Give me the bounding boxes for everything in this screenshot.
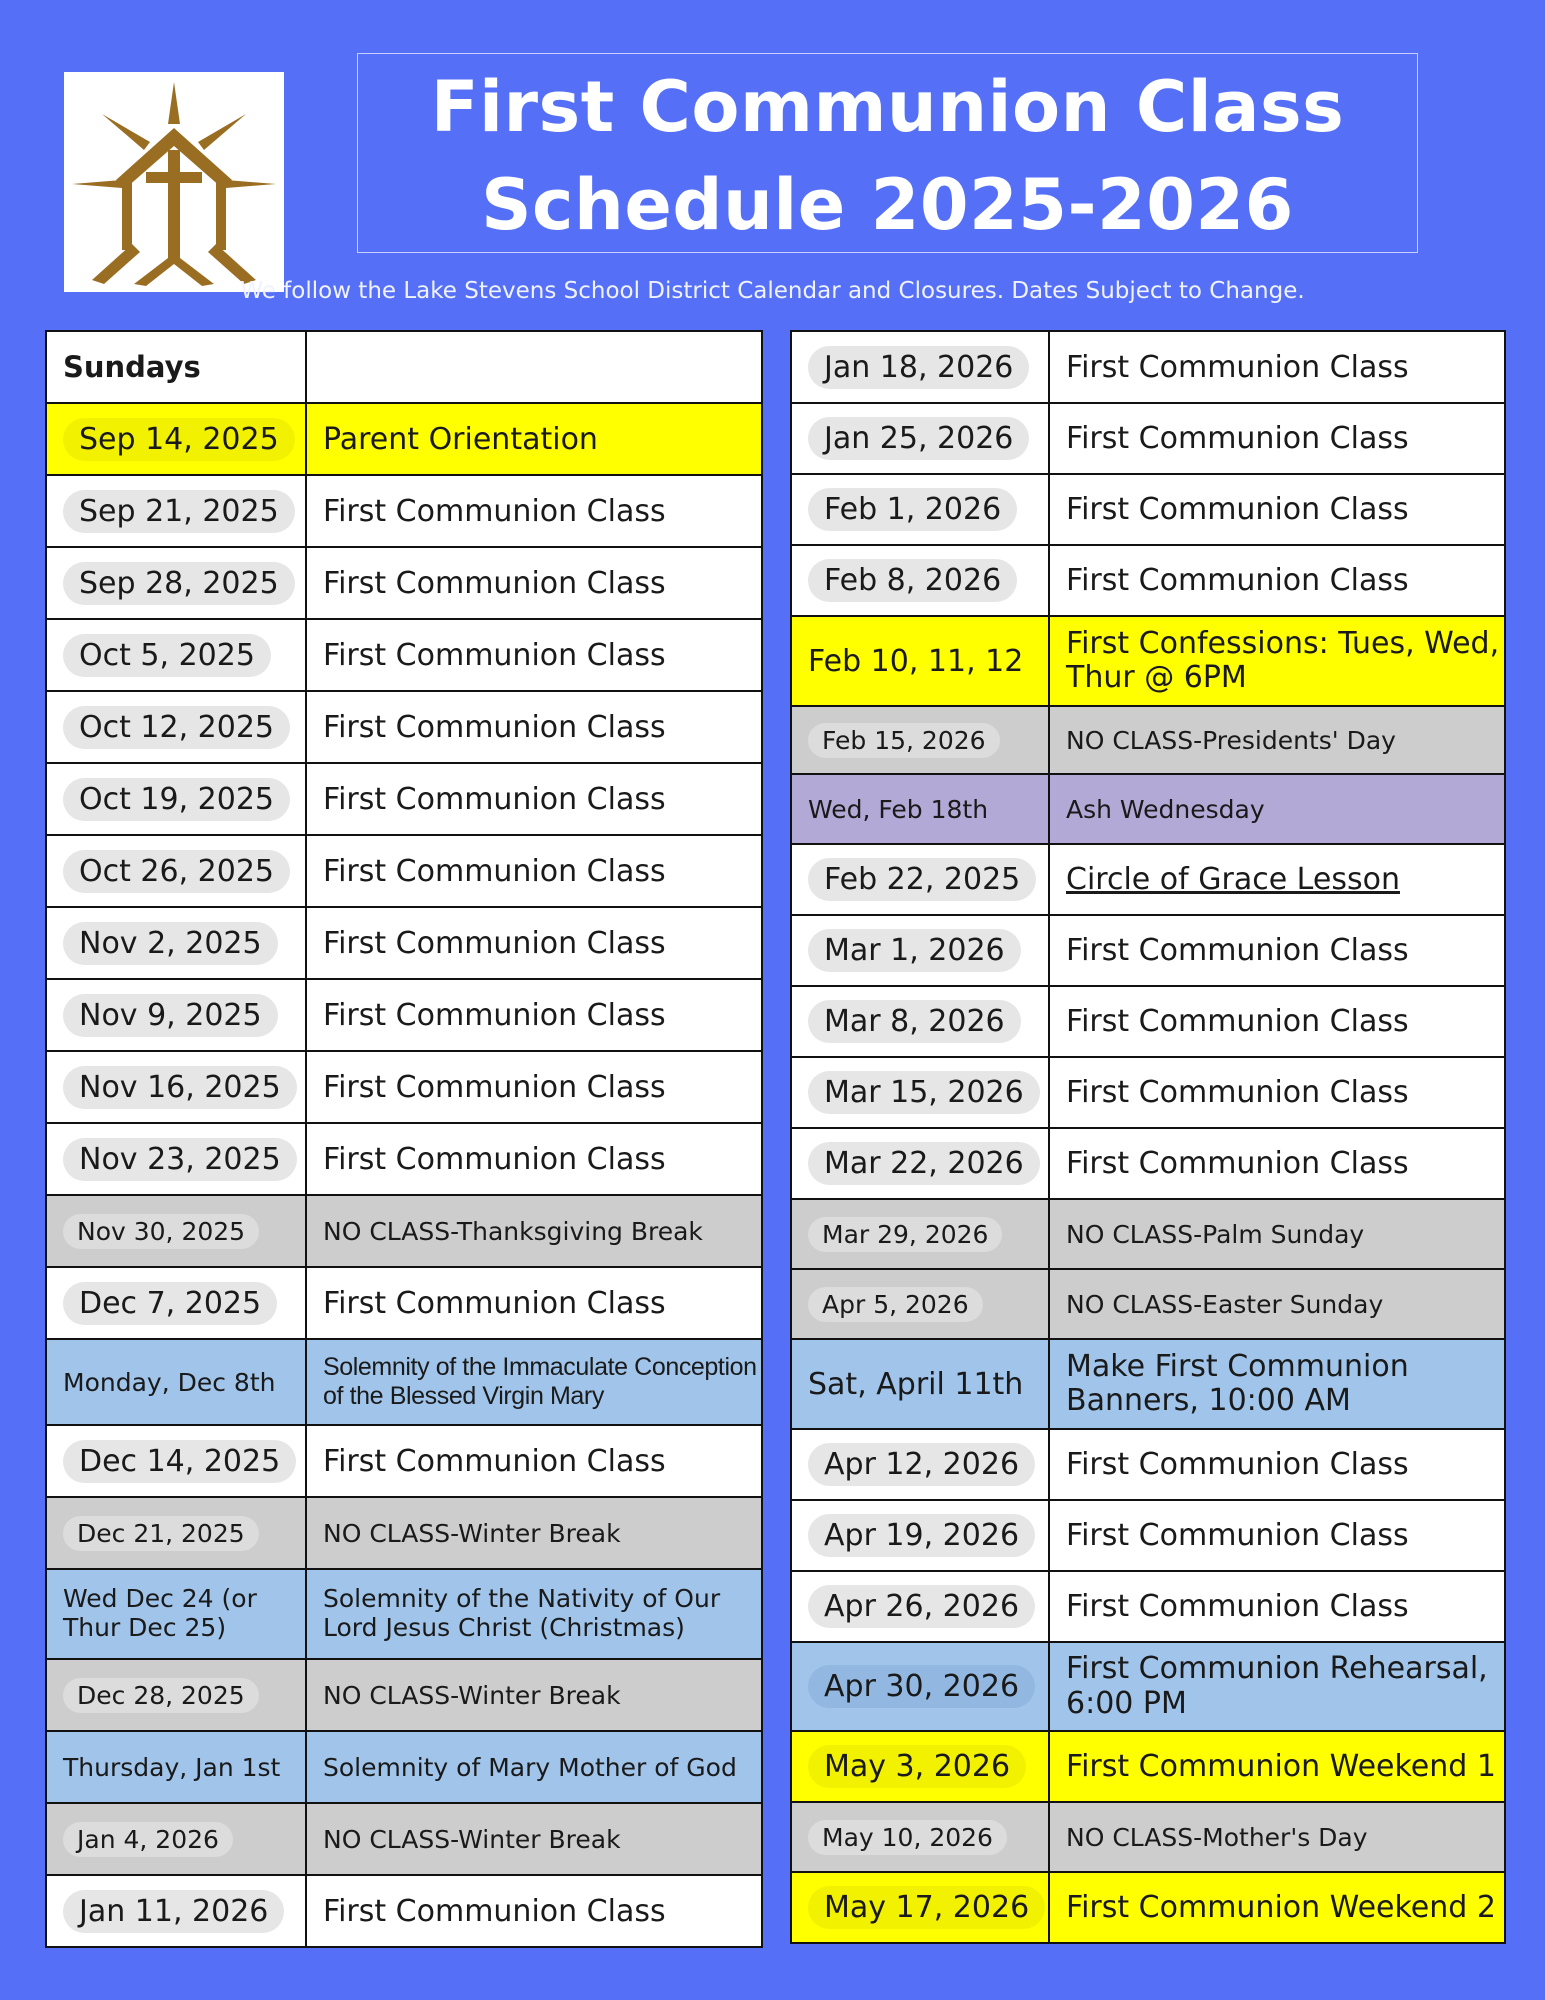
date-pill: Nov 16, 2025 [63,1066,297,1109]
table-row-no-class [46,1195,762,1267]
event-cell: First Communion Class [306,763,762,835]
event-cell: First Communion Class [306,1425,762,1497]
schedule-table-left [45,330,763,1948]
table-row-ash-wednesday [791,774,1505,844]
table-row-no-class [46,1803,762,1875]
event-cell: First Communion Class [1049,1128,1505,1199]
event-cell: First Communion Class [306,619,762,691]
date-pill: Oct 26, 2025 [63,850,290,893]
date-pill: Jan 11, 2026 [63,1890,284,1933]
date-pill: Feb 8, 2026 [808,559,1017,602]
event-cell: First Communion Class [306,1123,762,1195]
event-cell: First Communion Class [1049,1429,1505,1500]
date-pill: Jan 25, 2026 [808,417,1029,460]
event-cell: First Communion Class [1049,915,1505,986]
table-row [791,403,1505,474]
date-pill: Dec 21, 2025 [63,1516,259,1551]
table-row [46,403,762,475]
event-cell: First Communion Class [306,835,762,907]
table-row-banners [791,1339,1505,1429]
date-pill: Apr 19, 2026 [808,1514,1035,1557]
table-row [791,1571,1505,1642]
event-cell: First Communion Class [306,907,762,979]
title-box [357,53,1418,253]
event-cell: Parent Orientation [306,403,762,475]
table-row [791,986,1505,1057]
event-cell: Solemnity of the Immaculate Conception of the Blessed Virgin Mary [306,1339,762,1425]
table-row [791,915,1505,986]
event-cell: Solemnity of Mary Mother of God [306,1731,762,1803]
event-cell: NO CLASS-Presidents' Day [1049,706,1505,774]
table-row-weekend [791,1872,1505,1943]
event-cell: First Communion Class [1049,1500,1505,1571]
table-row-rehearsal [791,1642,1505,1731]
event-cell: First Communion Class [1049,474,1505,545]
table-row-solemnity [46,1339,762,1425]
date-cell: Monday, Dec 8th [46,1339,306,1425]
date-pill: Mar 15, 2026 [808,1071,1040,1114]
district-note: We follow the Lake Stevens School District Calendar and Closures. Dates Subject to Change. [240,278,1305,304]
date-pill: Feb 22, 2025 [808,858,1036,901]
table-row-no-class [791,1269,1505,1339]
date-pill: Nov 2, 2025 [63,922,278,965]
table-row-solemnity [46,1731,762,1803]
table-row [46,475,762,547]
page-title: First Communion Class [430,66,1345,148]
table-row [46,1051,762,1123]
event-cell: NO CLASS-Winter Break [306,1659,762,1731]
table-row [791,545,1505,616]
event-cell: First Communion Class [1049,331,1505,403]
church-cross-logo-icon [64,72,284,292]
event-cell: First Communion Class [306,547,762,619]
date-pill: Nov 30, 2025 [63,1214,259,1249]
event-cell: First Communion Class [306,1051,762,1123]
date-pill: Dec 14, 2025 [63,1440,296,1483]
date-pill: May 17, 2026 [808,1886,1045,1929]
event-cell: NO CLASS-Winter Break [306,1497,762,1569]
event-cell: First Communion Class [1049,986,1505,1057]
date-pill: Dec 7, 2025 [63,1282,277,1325]
circle-of-grace-link[interactable]: Circle of Grace Lesson [1066,862,1400,897]
event-cell: First Communion Class [306,1875,762,1947]
table-row [46,1267,762,1339]
date-cell: Thursday, Jan 1st [46,1731,306,1803]
date-pill: Apr 5, 2026 [808,1287,983,1322]
date-pill: Sep 28, 2025 [63,562,295,605]
event-cell: NO CLASS-Mother's Day [1049,1802,1505,1872]
date-pill: Dec 28, 2025 [63,1678,259,1713]
event-cell: First Communion Weekend 1 [1049,1731,1505,1802]
table-row [791,331,1505,403]
date-pill: Oct 19, 2025 [63,778,290,821]
event-cell: First Communion Class [306,475,762,547]
date-pill: Jan 4, 2026 [63,1822,233,1857]
table-row [46,979,762,1051]
date-pill: Mar 29, 2026 [808,1217,1002,1252]
event-cell: First Communion Class [306,691,762,763]
date-pill: May 10, 2026 [808,1820,1007,1855]
date-pill: Sep 21, 2025 [63,490,295,533]
table-row [46,1123,762,1195]
event-cell: First Communion Weekend 2 [1049,1872,1505,1943]
table-row [791,1128,1505,1199]
table-row-no-class [46,1659,762,1731]
date-cell: Sat, April 11th [791,1339,1049,1429]
event-cell: Solemnity of the Nativity of Our Lord Jesus Christ (Christmas) [306,1569,762,1659]
table-row [46,907,762,979]
table-row [46,619,762,691]
event-cell: Make First Communion Banners, 10:00 AM [1049,1339,1505,1429]
table-row [791,844,1505,915]
date-pill: Apr 26, 2026 [808,1585,1035,1628]
table-row-weekend [791,1731,1505,1802]
table-row [791,474,1505,545]
date-cell: Wed Dec 24 (or Thur Dec 25) [46,1569,306,1659]
date-pill: Sep 14, 2025 [63,418,295,461]
table-row-solemnity [46,1569,762,1659]
table-header-row [46,331,762,403]
event-cell: First Communion Class [306,1267,762,1339]
table-row [46,1425,762,1497]
date-pill: Nov 23, 2025 [63,1138,297,1181]
event-cell: First Communion Class [1049,545,1505,616]
table-row [791,1057,1505,1128]
event-cell: NO CLASS-Palm Sunday [1049,1199,1505,1269]
date-cell: Wed, Feb 18th [791,774,1049,844]
column-header-sundays: Sundays [46,331,306,403]
date-cell: Feb 10, 11, 12 [791,616,1049,706]
table-row-confessions [791,616,1505,706]
page-subtitle-year: Schedule 2025-2026 [481,164,1294,246]
date-pill: Mar 1, 2026 [808,929,1021,972]
event-cell: First Communion Class [306,979,762,1051]
table-row [46,763,762,835]
table-row [46,1875,762,1947]
event-cell: First Communion Rehearsal, 6:00 PM [1049,1642,1505,1731]
parish-logo [64,72,284,292]
event-cell: NO CLASS-Thanksgiving Break [306,1195,762,1267]
event-cell: First Communion Class [1049,1571,1505,1642]
table-row [791,1429,1505,1500]
event-cell: First Communion Class [1049,403,1505,474]
table-row [46,835,762,907]
date-pill: Jan 18, 2026 [808,346,1029,389]
date-pill: Apr 12, 2026 [808,1443,1035,1486]
table-row-no-class [791,1802,1505,1872]
schedule-table-right [790,330,1506,1944]
date-pill: Nov 9, 2025 [63,994,278,1037]
date-pill: May 3, 2026 [808,1745,1026,1788]
date-pill: Mar 8, 2026 [808,1000,1021,1043]
table-row-no-class [46,1497,762,1569]
date-pill: Oct 5, 2025 [63,634,271,677]
table-row [46,691,762,763]
date-pill: Feb 1, 2026 [808,488,1017,531]
date-pill: Apr 30, 2026 [808,1665,1035,1708]
event-cell: First Communion Class [1049,1057,1505,1128]
event-cell: NO CLASS-Winter Break [306,1803,762,1875]
column-header-empty [306,331,762,403]
date-pill: Oct 12, 2025 [63,706,290,749]
event-cell: Ash Wednesday [1049,774,1505,844]
table-row-no-class [791,706,1505,774]
event-cell: NO CLASS-Easter Sunday [1049,1269,1505,1339]
table-row [46,547,762,619]
event-cell: First Confessions: Tues, Wed, Thur @ 6PM [1049,616,1505,706]
event-cell [1049,844,1505,915]
table-row-no-class [791,1199,1505,1269]
date-pill: Feb 15, 2026 [808,723,1000,758]
date-pill: Mar 22, 2026 [808,1142,1040,1185]
table-row [791,1500,1505,1571]
